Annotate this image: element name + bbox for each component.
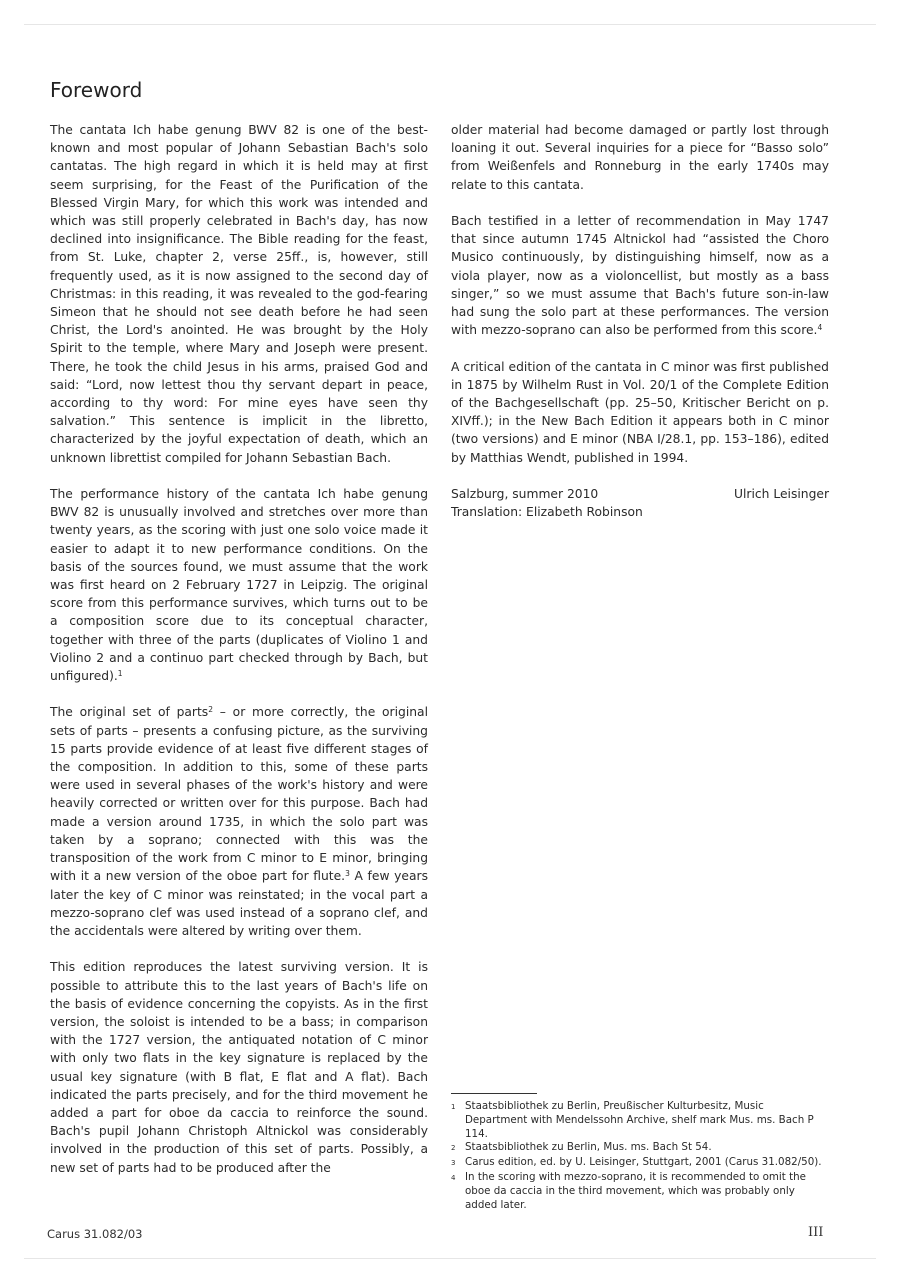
place-date: Salzburg, summer 2010 — [451, 487, 599, 502]
page-number: III — [808, 1225, 824, 1240]
bottom-divider — [24, 1258, 876, 1259]
footnote-ref-2: 2 — [208, 705, 213, 715]
paragraph-3 — [50, 703, 428, 940]
paragraph-7: A critical edition of the cantata in C minor was first published in 1875 by Wilhelm Rust in Vol. 20/1 of the Complete Edition of the Bachgesellschaft (pp. 25–50, Kritischer Bericht on p. XIVff.); in the New Bach Edition it appears both in C minor (two versions) and E minor (NBA I/28.1, pp. 153–186), edited by Matthias Wendt, published in 1994. — [451, 359, 829, 465]
footnote-text: Staatsbibliothek zu Berlin, Mus. ms. Bach St 54. — [465, 1141, 712, 1154]
footnote-ref-4: 4 — [817, 323, 823, 333]
footnote — [451, 1156, 829, 1171]
paragraph-5: older material had become damaged or partly lost through loaning it out. Several inquiries for a piece for “Basso solo” from Weißenfels and Ronneburg in the early 1740s may relate to this cantata. — [451, 123, 829, 192]
footnote-divider — [451, 1093, 537, 1094]
right-column — [451, 121, 829, 521]
paragraph-6-text: Bach testified in a letter of recommendation in May 1747 that since autumn 1745 Altnickol had “assisted the Choro Musico continuously, by distinguishing himself, now as a viola player, now as a violoncellist, but mostly as a bass singer,” so we must assume that Bach's future son-in-law had sung the solo part at these performances. The version with mezzo-soprano can also be performed from this score. — [451, 214, 829, 338]
footnote — [451, 1141, 829, 1156]
paragraph-1: The cantata Ich habe genung BWV 82 is one of the best-known and most popular of Johann Sebastian Bach's solo cantatas. The high regard in which it is held may at first seem surprising, for the Feast of the Purification of the Blessed Virgin Mary, for which this work was intended and which was still properly celebrated in Bach's day, has now declined into insignificance. The Bible reading for the feast, from St. Luke, chapter 2, verse 25ff., is, however, still frequently used, as it is now assigned to the second day of Christmas: in this reading, it was revealed to the god-fearing Simeon that he should not see death before he had seen Christ, the Lord's anointed. He was brought by the Holy Spirit to the temple, where Mary and Joseph were present. There, he took the child Jesus in his arms, praised God and said: “Lord, now lettest thou thy servant depart in peace, according to thy word: For mine eyes have seen thy salvation.” This sentence is implicit in the libretto, characterized by the joyful expectation of death, which an unknown librettist compiled for Johann Sebastian Bach. — [50, 123, 428, 465]
top-divider — [24, 24, 876, 25]
footnote — [451, 1171, 829, 1212]
footnote-ref-3: 3 — [345, 869, 350, 879]
paragraph-3-text-c: A few years later the key of C minor was reinstated; in the vocal part a mezzo-soprano clef was used instead of a soprano clef, and the accidentals were altered by writing over them. — [50, 869, 428, 938]
footnote-number: 3 — [451, 1159, 456, 1168]
page-title: Foreword — [50, 78, 143, 102]
catalog-number: Carus 31.082/03 — [47, 1227, 143, 1241]
left-column — [50, 121, 428, 1177]
paragraph-6 — [451, 212, 829, 339]
paragraph-4: This edition reproduces the latest surviving version. It is possible to attribute this to the last years of Bach's life on the basis of evidence concerning the copyists. As in the first version, the soloist is intended to be a bass; in comparison with the 1727 version, the antiquated notation of C minor with only two flats in the key signature is replaced by the usual key signature (with B flat, E flat and A flat). Bach indicated the parts precisely, and for the third movement he added a part for oboe da caccia to reinforce the sound. Bach's pupil Johann Christoph Altnickol was considerably involved in the production of this set of parts. Possibly, a new set of parts had to be produced after the — [50, 960, 428, 1175]
paragraph-2-text: The performance history of the cantata Ich habe genung BWV 82 is unusually involved and stretches over more than twenty years, as the scoring with just one solo voice made it easier to adapt it to new performance conditions. On the basis of the sources found, we must assume that the work was first heard on 2 February 1727 in Leipzig. The original score from this performance survives, which turns out to be a composition score due to its conceptual character, together with three of the parts (duplicates of Violino 1 and Violino 2 and a continuo part checked through by Bach, but unfigured). — [50, 487, 428, 684]
footnote — [451, 1100, 829, 1141]
paragraph-3-text-a: The original set of parts — [50, 705, 209, 720]
footnote-number: 4 — [451, 1173, 456, 1182]
paragraph-2 — [50, 485, 428, 685]
footnote-number: 1 — [451, 1103, 456, 1111]
footnote-ref-1: 1 — [117, 669, 123, 679]
translation-credit: Translation: Elizabeth Robinson — [451, 505, 643, 520]
signature-block — [451, 485, 829, 521]
footnote-text: Carus edition, ed. by U. Leisinger, Stuttgart, 2001 (Carus 31.082/50). — [465, 1156, 822, 1169]
footnote-text: Staatsbibliothek zu Berlin, Preußischer Kulturbesitz, Music Department with Mendelssohn Archive, shelf mark Mus. ms. Bach P 114. — [465, 1100, 814, 1140]
author-name: Ulrich Leisinger — [733, 487, 829, 502]
paragraph-3-text-b: – or more correctly, the original sets of parts – presents a confusing picture, as the surviving 15 parts provide evidence of at least five different stages of the composition. In addition to this, some of these parts were used in several phases of the work's history and were heavily corrected or written over for this purpose. Bach had made a version around 1735, in which the solo part was taken by a soprano; connected with this was the transposition of the work from C minor to E minor, bringing with it a new version of the oboe part for flute. — [50, 705, 428, 884]
footnote-text: In the scoring with mezzo-soprano, it is recommended to omit the oboe da caccia in the third movement, which was probably only added later. — [465, 1170, 806, 1211]
footnote-number: 2 — [451, 1144, 456, 1153]
footnotes — [451, 1100, 829, 1212]
